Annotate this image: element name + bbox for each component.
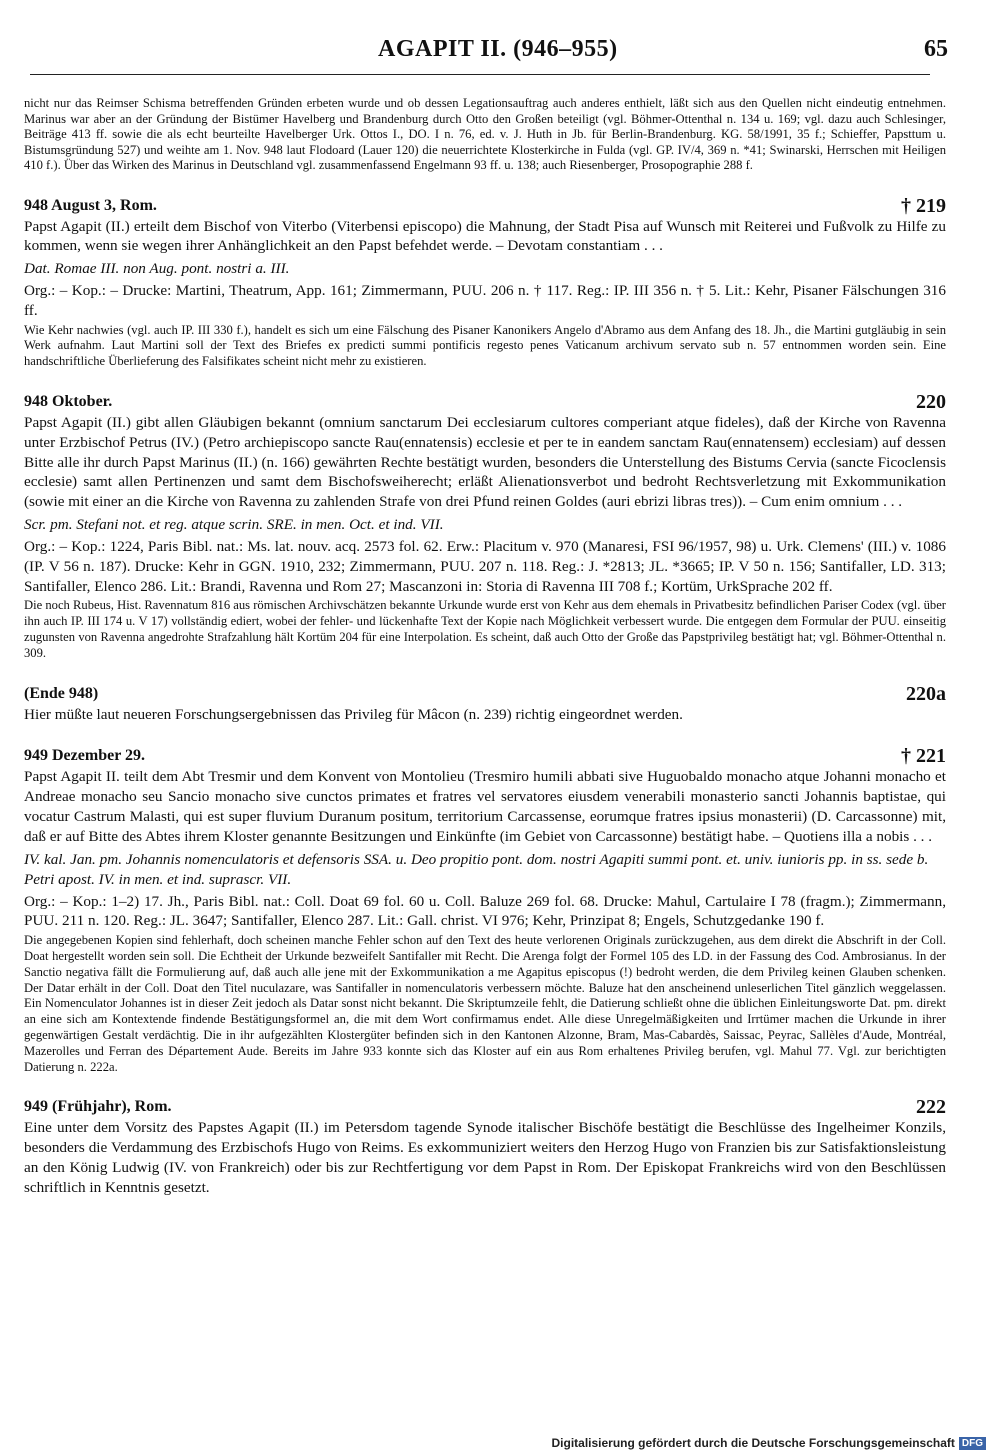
entry-heading [24,196,946,216]
digitization-footer [551,1436,986,1450]
footer-text: Digitalisierung gefördert durch die Deutsche Forschungsgemeinschaft [551,1436,955,1450]
entry-heading [24,1097,946,1117]
entry-commentary: Wie Kehr nachwies (vgl. auch IP. III 330 f.), handelt es sich um eine Fälschung des Pisaner Kanonikers Angelo d'Abramo aus dem Anfang des 18. Jh., die Martini gutgläubig in sein Werk aufnahm. Laut Martini soll der Text des Briefes ex predicti summi pontificis regesto penes Vaticanum archivum servato sub n. 57 entnommen worden sein. Eine handschriftliche Überlieferung des Falsifikates scheint nicht mehr zu existieren. [24,322,946,369]
entry-number: † 219 [901,194,946,217]
entry-219 [24,196,946,371]
running-header [28,30,948,70]
entry-number: 220a [906,682,946,705]
entry-datum: IV. kal. Jan. pm. Johannis nomenculatoris et defensoris SSA. u. Deo propitio pont. dom. nostri Agapiti summi pont. et. univ. iunioris pp. in ss. sede b. Petri apost. IV. in men. et ind. suprascr. VII. [24,850,929,888]
entry-number: † 221 [901,745,946,768]
entry-number: 220 [916,391,946,414]
entry-text: Eine unter dem Vorsitz des Papstes Agapit (II.) im Petersdom tagende Synode italischer Bischöfe bestätigt die Beschlüsse des Ingelheimer Konzils, besonders die Verdammung des Erzbischofs Hugo von Reims. Es exkommuniziert weiters den Herzog Hugo von Franzien bis zur Satisfaktionsleistung an den König Ludwig (IV. von Frankreich) oder bis zur Rechtfertigung vor dem Papst in Rom. Der Episkopat Frankreichs wird von den Beschlüssen schriftlich in Kenntnis gesetzt. [24,1119,946,1196]
entry-date: 948 August 3, Rom. [24,196,157,214]
entry-text: Hier müßte laut neueren Forschungsergebnissen das Privileg für Mâcon (n. 239) richtig eingeordnet werden. [24,705,683,723]
header-rule [30,74,930,75]
entry-datum: Dat. Romae III. non Aug. pont. nostri a. III. [24,260,290,278]
entry-date: 949 Dezember 29. [24,747,145,765]
intro-note: nicht nur das Reimser Schisma betreffenden Gründen erbeten wurde und ob dessen Legationsauftrag auch anderes enthielt, läßt sich aus den Quellen nicht eindeutig entnehmen. Marinus war aber an der Gründung der Bistümer Havelberg und Brandenburg durch Otto den Großen beteiligt (vgl. Böhmer-Ottenthal n. 134 u. 169; vgl. dazu auch Schlesinger, Beiträge 413 ff. sowie die als echt beurteilte Havelberger Urk. Ottos I., DO. I n. 76, ed. v. J. Huth in Jb. für Berlin-Brandenburg. KG. 58/1991, 35 f.; Schieffer, Papsttum u. Bistumsgründung 527) und weihte am 1. Nov. 948 laut Flodoard (Lauer 120) die neuerrichtete Klosterkirche in Fulda (vgl. GP. IV/4, 369 n. *41; Swinarski, Herrschen mit Heiligen 410 f.). Über das Wirken des Marinus in Deutschland vgl. zusammenfassend Engelmann 93 ff. u. 138; auch Riesenberger, Prosopographie 288 f. [24,96,946,172]
entry-references: Org.: – Kop.: – Drucke: Martini, Theatrum, App. 161; Zimmermann, PUU. 206 n. † 117. Reg.: IP. III 356 n. † 5. Lit.: Kehr, Pisaner Fälschungen 316 ff. [24,282,946,319]
entry-220a [24,684,946,725]
entry-text: Papst Agapit (II.) erteilt dem Bischof von Viterbo (Viterbensi episcopo) die Mahnung, der Stadt Pisa auf Wunsch mit Reiterei und Fußvolk zu Hilfe zu kommen, wenn sie wegen ihrer Anhänglichkeit an den Papst befehdet werde. – Devotam constantiam . . . [24,217,946,255]
entry-datum: Scr. pm. Stefani not. et reg. atque scrin. SRE. in men. Oct. et ind. VII. [24,516,444,534]
entry-220 [24,392,946,662]
entry-references: Org.: – Kop.: 1–2) 17. Jh., Paris Bibl. nat.: Coll. Doat 69 fol. 60 u. Coll. Baluze 269 fol. 68. Drucke: Mahul, Cartulaire I 78 (fragm.); Zimmermann, PUU. 211 n. 120. Reg.: JL. 3647; Santifaller, Elenco 287. Lit.: Gall. christ. VI 976; Kehr, Prinzipat 8; Engels, Schutzgedanke 190 f. [24,892,946,930]
entry-date: 949 (Frühjahr), Rom. [24,1098,172,1116]
entry-heading [24,684,946,704]
entry-commentary: Die angegebenen Kopien sind fehlerhaft, doch scheinen manche Fehler schon auf den Text des heute verlorenen Originals zurückzugehen, aus dem direkt die Abschrift in der Coll. Doat hergestellt worden sein soll. Die Echtheit der Urkunde bezweifelt Santifaller mit Recht. Die Arenga folgt der Formel 105 des LD. in der Fassung des Cod. Ambrosianus. In der Sanctio negativa fällt die Formulierung auf, daß auch alle jene mit der Exkommunikation a me Agapitus episcopus (!) bedroht werden, die dem Privileg keinen Glauben schenken. Der Datar erhält in der Coll. Doat den Titel nuculazare, was Santifaller in nomenculatoris verbessern möchte. Baluze hat den anscheinend unleserlichen Titel gänzlich weggelassen. Ein Nomenculator Johannes ist in dieser Zeit jedoch als Datar sonst nicht bekannt. Die Skriptumzeile fehlt, die Datierung schließt ohne die üblichen Einleitungsworte Dat. pm. direkt an eine sich am Kontextende findende Bestätigungsformel an, die mit dem Wort confirmamus endet. Alle diese Unregelmäßigkeiten und Irrtümer machen die Urkunde in ihrer gegenwärtigen Gestalt verdächtig. Die in ihr aufgezählten Klostergüter befinden sich in den Kantonen Alzonne, Bram, Mas-Cabardès, Saissac, Peyrac, Sallèles d'Aude, Montréal, Mazerolles und Ferran des Département Aude. Bereits im Jahre 933 konnte sich das Kloster auf ein aus Rom erhaltenes Privileg berufen, vgl. Mahul 77. Vgl. zur berichtigten Datierung n. 222a. [24,933,946,1074]
entry-heading [24,746,946,766]
running-title: AGAPIT II. (946–955) [378,36,618,62]
entry-222 [24,1097,946,1197]
entry-date: 948 Oktober. [24,393,113,411]
entry-commentary: Die noch Rubeus, Hist. Ravennatum 816 aus römischen Archivschätzen bekannte Urkunde wurde erst von Kehr aus dem ehemals in Privatbesitz befindlichen Pariser Codex (vgl. über ihn auch IP. III 174 u. V 17) vollständig ediert, wobei der fehler- und lückenhafte Text der Kopie nach Möglichkeit verbessert wurde. Die entgegen dem Formular der PUU. einseitig zugunsten von Ravenna angedrohte Strafzahlung hält Kortüm 204 für eine Interpolation. Es scheint, daß auch Otto der Große das Papstprivileg bestätigt hat; vgl. Böhmer-Ottenthal n. 309. [24,598,946,660]
page-content [24,96,946,1198]
entry-text: Papst Agapit II. teilt dem Abt Tresmir und dem Konvent von Montolieu (Tresmiro humili abbati sive Huguobaldo monacho atque Johanni monacho et Andreae monacho seu Sancio monacho sive cunctos primates et fratres vel servatores eiusdem venerabili monasterio sancti Johannis baptistae, qui vocatur Castrum Malasti, qui est super fluvium Duranum positum, territorium Carcassense, eorumque fratres ipsius monasterii) (D. Carcassonne) mit, daß er auf Bitte des Abtes ihrem Kloster genannte Besitzungen und Einkünfte (im Gebiet von Carcassonne) bestätigt habe. – Quotiens illa a nobis . . . [24,768,946,845]
entry-references: Org.: – Kop.: 1224, Paris Bibl. nat.: Ms. lat. nouv. acq. 2573 fol. 62. Erw.: Placitum v. 970 (Manaresi, FSI 96/1957, 98) u. Urk. Clemens' (III.) v. 1086 (IP. V 56 n. 187). Drucke: Kehr in GGN. 1910, 232; Zimmermann, PUU. 207 n. 118. Reg.: J. *2813; JL. *3665; IP. V 50 n. 156; Santifaller, LD. 313; Santifaller, Elenco 286. Lit.: Brandi, Ravenna und Rom 27; Mascanzoni in: Storia di Ravenna III 708 f.; Kortüm, UrkSprache 202 ff. [24,538,946,595]
entry-number: 222 [916,1096,946,1119]
entry-221 [24,746,946,1075]
entry-text: Papst Agapit (II.) gibt allen Gläubigen bekannt (omnium sanctarum Dei ecclesiarum cultores comperiant atque fideles), daß der Kirche von Ravenna unter Erzbischof Petrus (IV.) (Petro archiepiscopo sancte Rau(ennatensis) ecclesie et per te in eandem sanctam Rau(ennatensem) ecclesiam) auf dessen Bitte alle ihr durch Papst Marinus (II.) (n. 166) gewährten Rechte bestätigt wurden, besonders die Unterstellung des Bistums Cervia (sancte Ficoclensis ecclesie) samt allen Pertinenzen und samt dem Bischofsweiherecht; erläßt Alienationsverbot und bedroht Rechtsverletzung mit Exkommunikation (sowie mit einer an die Kirche von Ravenna zu zahlenden Strafe von drei Pfund reinen Goldes (auri ebrizi libras tres)). – Cum enim omnium . . . [24,414,946,511]
dfg-logo: DFG [959,1437,986,1450]
entry-heading [24,392,946,412]
page-number: 65 [924,36,948,62]
entry-date: (Ende 948) [24,684,99,702]
